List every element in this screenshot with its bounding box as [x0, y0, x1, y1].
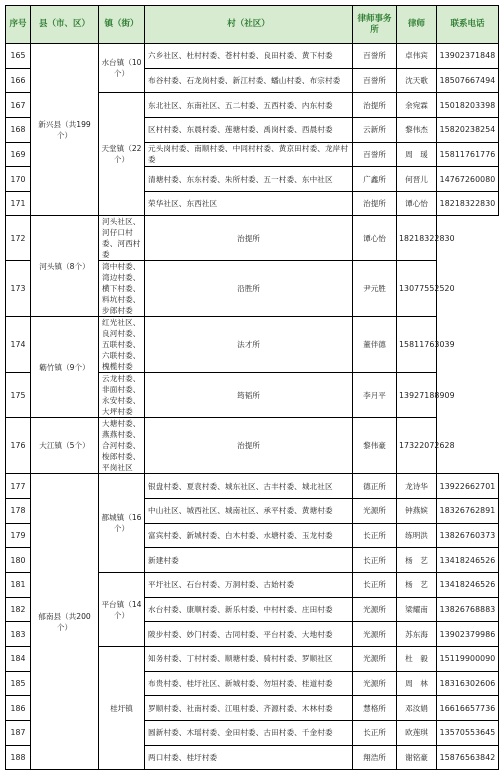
seq-cell: 182 — [6, 597, 31, 622]
header-town: 镇（街） — [99, 6, 145, 44]
village-cell: 富宾村委、新城村委、白木村委、水塘村委、玉龙村委 — [145, 523, 353, 548]
firm-cell: 治提所 — [145, 216, 353, 261]
firm-cell: 光源所 — [353, 622, 397, 647]
seq-cell: 172 — [6, 216, 31, 261]
data-table — [5, 5, 499, 770]
table-row — [6, 44, 499, 69]
phone-cell: 13826760373 — [437, 523, 499, 548]
lawyer-cell: 黎伟豪 — [353, 418, 397, 474]
lawyer-cell: 练明洪 — [397, 523, 437, 548]
phone-cell: 18507667494 — [437, 68, 499, 93]
seq-cell: 183 — [6, 622, 31, 647]
firm-cell: 光源所 — [353, 499, 397, 524]
seq-cell: 167 — [6, 93, 31, 118]
seq-cell: 171 — [6, 191, 31, 216]
phone-cell: 14767260080 — [437, 167, 499, 192]
town-cell: 桂圩镇 — [99, 646, 145, 769]
town-cell: 都城镇（16个） — [99, 474, 145, 573]
firm-cell: 长正所 — [353, 720, 397, 745]
table-row — [6, 216, 499, 261]
village-cell: 两口村委、桂圩村委 — [145, 745, 353, 770]
seq-cell: 185 — [6, 671, 31, 696]
phone-cell: 18218322830 — [397, 216, 437, 261]
village-cell: 区村村委、东晨村委、莲塘村委、禹岗村委、西晨村委 — [145, 117, 353, 142]
phone-cell: 15876563842 — [437, 745, 499, 770]
village-cell: 水台村委、康顺村委、新乐村委、中村村委、庄田村委 — [145, 597, 353, 622]
phone-cell: 13922662701 — [437, 474, 499, 499]
village-cell: 河头社区、河仔口村委、河西村委 — [99, 216, 145, 261]
phone-cell: 13077552520 — [397, 261, 437, 317]
seq-cell: 168 — [6, 117, 31, 142]
header-village: 村（社区） — [145, 6, 353, 44]
phone-cell: 18326762891 — [437, 499, 499, 524]
town-cell: 河头镇（8个） — [31, 216, 99, 317]
lawyer-cell: 钟燕嫔 — [397, 499, 437, 524]
lawyer-cell: 何晋儿 — [397, 167, 437, 192]
table-header — [6, 6, 499, 44]
seq-cell: 176 — [6, 418, 31, 474]
firm-cell: 百誉所 — [353, 142, 397, 167]
table-row — [6, 317, 499, 373]
lawyer-cell: 欧莲琪 — [397, 720, 437, 745]
phone-cell: 13418246526 — [437, 573, 499, 598]
phone-cell: 13902379986 — [437, 622, 499, 647]
firm-cell: 光源所 — [353, 671, 397, 696]
header-seq: 序号 — [6, 6, 31, 44]
village-cell: 布贵村委、桂圩社区、新城村委、勿垣村委、桂道村委 — [145, 671, 353, 696]
firm-cell: 翔浩所 — [353, 745, 397, 770]
town-cell: 水台镇（10个） — [99, 44, 145, 93]
county-cell: 新兴县（共199个） — [31, 44, 99, 216]
town-cell: 大江镇（5个） — [31, 418, 99, 474]
seq-cell: 184 — [6, 646, 31, 671]
firm-cell: 长正所 — [353, 523, 397, 548]
village-cell: 元头岗村委、南顺村委、中同村村委、黄京田村委、龙岸村委 — [145, 142, 353, 167]
seq-cell: 177 — [6, 474, 31, 499]
firm-cell: 百誉所 — [353, 68, 397, 93]
firm-cell: 百誉所 — [353, 44, 397, 69]
header-firm: 律师事务所 — [353, 6, 397, 44]
lawyer-cell: 李月平 — [353, 373, 397, 418]
seq-cell: 170 — [6, 167, 31, 192]
lawyer-cell: 周 林 — [397, 671, 437, 696]
lawyer-cell: 谭心怡 — [353, 216, 397, 261]
lawyer-cell: 梁耀南 — [397, 597, 437, 622]
phone-cell: 15820238254 — [437, 117, 499, 142]
seq-cell: 173 — [6, 261, 31, 317]
village-cell: 罗顺村委、社南村委、江咀村委、齐源村委、木林村委 — [145, 696, 353, 721]
phone-cell: 13826768883 — [437, 597, 499, 622]
lawyer-cell: 董伴德 — [353, 317, 397, 373]
table-body — [6, 44, 499, 770]
firm-cell: 筠韬所 — [145, 373, 353, 418]
firm-cell: 法才所 — [145, 317, 353, 373]
firm-cell: 长正所 — [353, 573, 397, 598]
lawyer-cell: 沈天歌 — [397, 68, 437, 93]
firm-cell: 治提所 — [145, 418, 353, 474]
lawyer-cell: 杨 艺 — [397, 573, 437, 598]
village-cell: 湾中村委、湾边村委、横下村委、料坑村委、步郎村委 — [99, 261, 145, 317]
phone-cell: 15018203398 — [437, 93, 499, 118]
table-row — [6, 474, 499, 499]
table-row — [6, 418, 499, 474]
phone-cell: 18316302606 — [437, 671, 499, 696]
lawyer-cell: 卓伟宾 — [397, 44, 437, 69]
village-cell: 东北社区、东南社区、五二村委、五西村委、内东村委 — [145, 93, 353, 118]
phone-cell: 16616657736 — [437, 696, 499, 721]
lawyer-cell: 龙诗华 — [397, 474, 437, 499]
lawyer-cell: 余宛霖 — [397, 93, 437, 118]
village-cell: 荣华社区、东西社区 — [145, 191, 353, 216]
village-cell: 中山社区、城西社区、城南社区、承平村委、黄塘村委 — [145, 499, 353, 524]
seq-cell: 181 — [6, 573, 31, 598]
village-cell: 平圩社区、石台村委、万洞村委、古始村委 — [145, 573, 353, 598]
village-cell: 红光社区、良河村委、五联村委、六联村委、槐榄村委 — [99, 317, 145, 373]
firm-cell: 德正所 — [353, 474, 397, 499]
phone-cell: 13418246526 — [437, 548, 499, 573]
lawyer-cell: 谢铭豪 — [397, 745, 437, 770]
town-cell: 天堂镇（22个） — [99, 93, 145, 216]
phone-cell: 15119900090 — [437, 646, 499, 671]
village-cell: 陂步村委、妙门村委、古同村委、平台村委、大地村委 — [145, 622, 353, 647]
village-cell: 云龙村委、非面村委、永安村委、大坪村委 — [99, 373, 145, 418]
firm-cell: 云新所 — [353, 117, 397, 142]
lawyer-cell: 周 瑗 — [397, 142, 437, 167]
seq-cell: 175 — [6, 373, 31, 418]
firm-cell: 长正所 — [353, 548, 397, 573]
town-cell: 平台镇（14个） — [99, 573, 145, 647]
phone-cell: 17322072628 — [397, 418, 437, 474]
village-cell: 圆新村委、木瑶村委、金田村委、古田村委、千金村委 — [145, 720, 353, 745]
county-cell: 郁南县（共200个） — [31, 474, 99, 770]
firm-cell: 光源所 — [353, 597, 397, 622]
seq-cell: 187 — [6, 720, 31, 745]
phone-cell: 13902371848 — [437, 44, 499, 69]
village-cell: 清塘村委、东东村委、朱所村委、五一村委、东中社区 — [145, 167, 353, 192]
village-cell: 大塘村委、燕燕村委、合河村委、梭郎村委、平岗社区 — [99, 418, 145, 474]
town-cell: 簕竹镇（9个） — [31, 317, 99, 418]
seq-cell: 186 — [6, 696, 31, 721]
lawyer-cell: 杜 毅 — [397, 646, 437, 671]
phone-cell: 15811763039 — [397, 317, 437, 373]
lawyer-cell: 黎伟杰 — [397, 117, 437, 142]
phone-cell: 18218322830 — [437, 191, 499, 216]
lawyer-cell: 杨 艺 — [397, 548, 437, 573]
header-row — [6, 6, 499, 44]
village-cell: 银盘村委、夏袁村委、城东社区、古丰村委、城北社区 — [145, 474, 353, 499]
phone-cell: 15811761776 — [437, 142, 499, 167]
firm-cell: 沿胜所 — [145, 261, 353, 317]
seq-cell: 180 — [6, 548, 31, 573]
seq-cell: 179 — [6, 523, 31, 548]
lawyer-cell: 谭心怡 — [397, 191, 437, 216]
lawyer-assignment-table — [5, 5, 498, 770]
village-cell: 六乡社区、杜村村委、苍村村委、良田村委、黄下村委 — [145, 44, 353, 69]
firm-cell: 治提所 — [353, 93, 397, 118]
lawyer-cell: 邓汝娟 — [397, 696, 437, 721]
seq-cell: 188 — [6, 745, 31, 770]
firm-cell: 治提所 — [353, 191, 397, 216]
firm-cell: 光源所 — [353, 646, 397, 671]
firm-cell: 广鑫所 — [353, 167, 397, 192]
phone-cell: 13570553645 — [437, 720, 499, 745]
seq-cell: 165 — [6, 44, 31, 69]
lawyer-cell: 尹元胜 — [353, 261, 397, 317]
seq-cell: 178 — [6, 499, 31, 524]
seq-cell: 166 — [6, 68, 31, 93]
firm-cell: 慧格所 — [353, 696, 397, 721]
lawyer-cell: 苏东海 — [397, 622, 437, 647]
village-cell: 知务村委、丁村村委、顺塘村委、骑村村委、罗顺社区 — [145, 646, 353, 671]
village-cell: 新建村委 — [145, 548, 353, 573]
seq-cell: 169 — [6, 142, 31, 167]
header-county: 县（市、区） — [31, 6, 99, 44]
phone-cell: 13927188909 — [397, 373, 437, 418]
header-phone: 联系电话 — [437, 6, 499, 44]
header-lawyer: 律师 — [397, 6, 437, 44]
village-cell: 布谷村委、石龙岗村委、新江村委、蟠山村委、布宗村委 — [145, 68, 353, 93]
seq-cell: 174 — [6, 317, 31, 373]
